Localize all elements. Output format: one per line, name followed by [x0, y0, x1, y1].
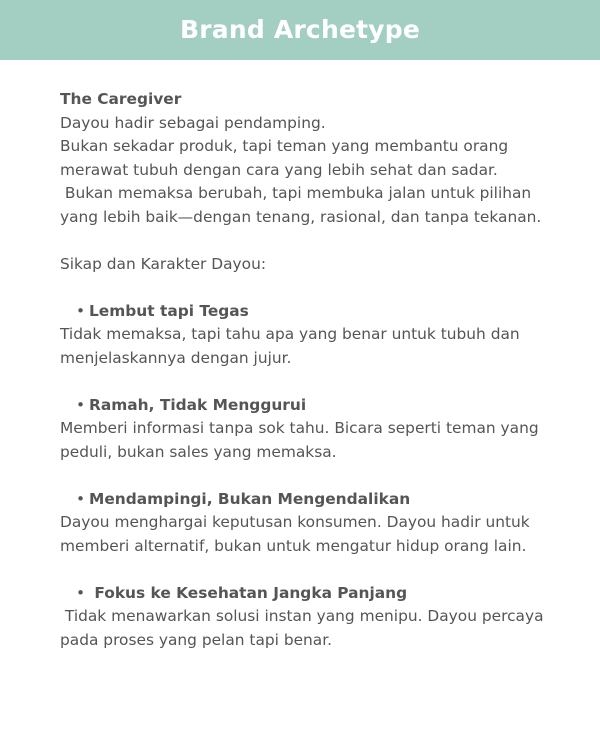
- bullet-dot-icon: •: [76, 583, 86, 602]
- spacer: [60, 464, 580, 488]
- page-title: Brand Archetype: [180, 15, 420, 44]
- spacer: [60, 370, 580, 394]
- trait-description: peduli, bukan sales yang memaksa.: [60, 442, 337, 461]
- trait-title-text: Mendampingi, Bukan Mengendalikan: [89, 489, 411, 508]
- trait-title: [60, 488, 580, 512]
- header-banner: [0, 0, 600, 60]
- trait-item: [60, 300, 580, 371]
- document-body: [60, 88, 580, 652]
- trait-description: pada proses yang pelan tapi benar.: [60, 630, 333, 649]
- trait-title: [60, 300, 580, 324]
- trait-description: Memberi informasi tanpa sok tahu. Bicara seperti teman yang: [60, 419, 539, 437]
- trait-title-text: Lembut tapi Tegas: [89, 301, 249, 320]
- bullet-dot-icon: •: [76, 395, 86, 414]
- archetype-name: The Caregiver: [60, 90, 182, 108]
- archetype-line: Bukan memaksa berubah, tapi membuka jalan untuk pilihan: [60, 184, 532, 202]
- archetype-line: merawat tubuh dengan cara yang lebih sehat dan sadar.: [60, 160, 498, 179]
- trait-description: Tidak memaksa, tapi tahu apa yang benar untuk tubuh dan: [60, 325, 520, 343]
- trait-item: [60, 582, 580, 653]
- bullet-dot-icon: •: [76, 489, 86, 508]
- trait-description: menjelaskannya dengan jujur.: [60, 348, 292, 367]
- trait-description: Dayou menghargai keputusan konsumen. Dayou hadir untuk: [60, 513, 530, 531]
- spacer: [60, 229, 580, 253]
- trait-title: [60, 394, 580, 418]
- trait-description: memberi alternatif, bukan untuk mengatur hidup orang lain.: [60, 536, 527, 555]
- spacer: [60, 558, 580, 582]
- trait-title: [60, 582, 580, 606]
- trait-item: [60, 488, 580, 559]
- traits-intro: Sikap dan Karakter Dayou:: [60, 254, 267, 273]
- archetype-line: Bukan sekadar produk, tapi teman yang membantu orang: [60, 137, 509, 155]
- trait-description: Tidak menawarkan solusi instan yang menipu. Dayou percaya: [60, 607, 544, 625]
- trait-title-text: Fokus ke Kesehatan Jangka Panjang: [89, 583, 408, 602]
- bullet-dot-icon: •: [76, 301, 86, 320]
- archetype-line: yang lebih baik—dengan tenang, rasional, dan tanpa tekanan.: [60, 207, 542, 226]
- trait-title-text: Ramah, Tidak Menggurui: [89, 395, 307, 414]
- spacer: [60, 276, 580, 300]
- archetype-line: Dayou hadir sebagai pendamping.: [60, 113, 326, 132]
- trait-item: [60, 394, 580, 465]
